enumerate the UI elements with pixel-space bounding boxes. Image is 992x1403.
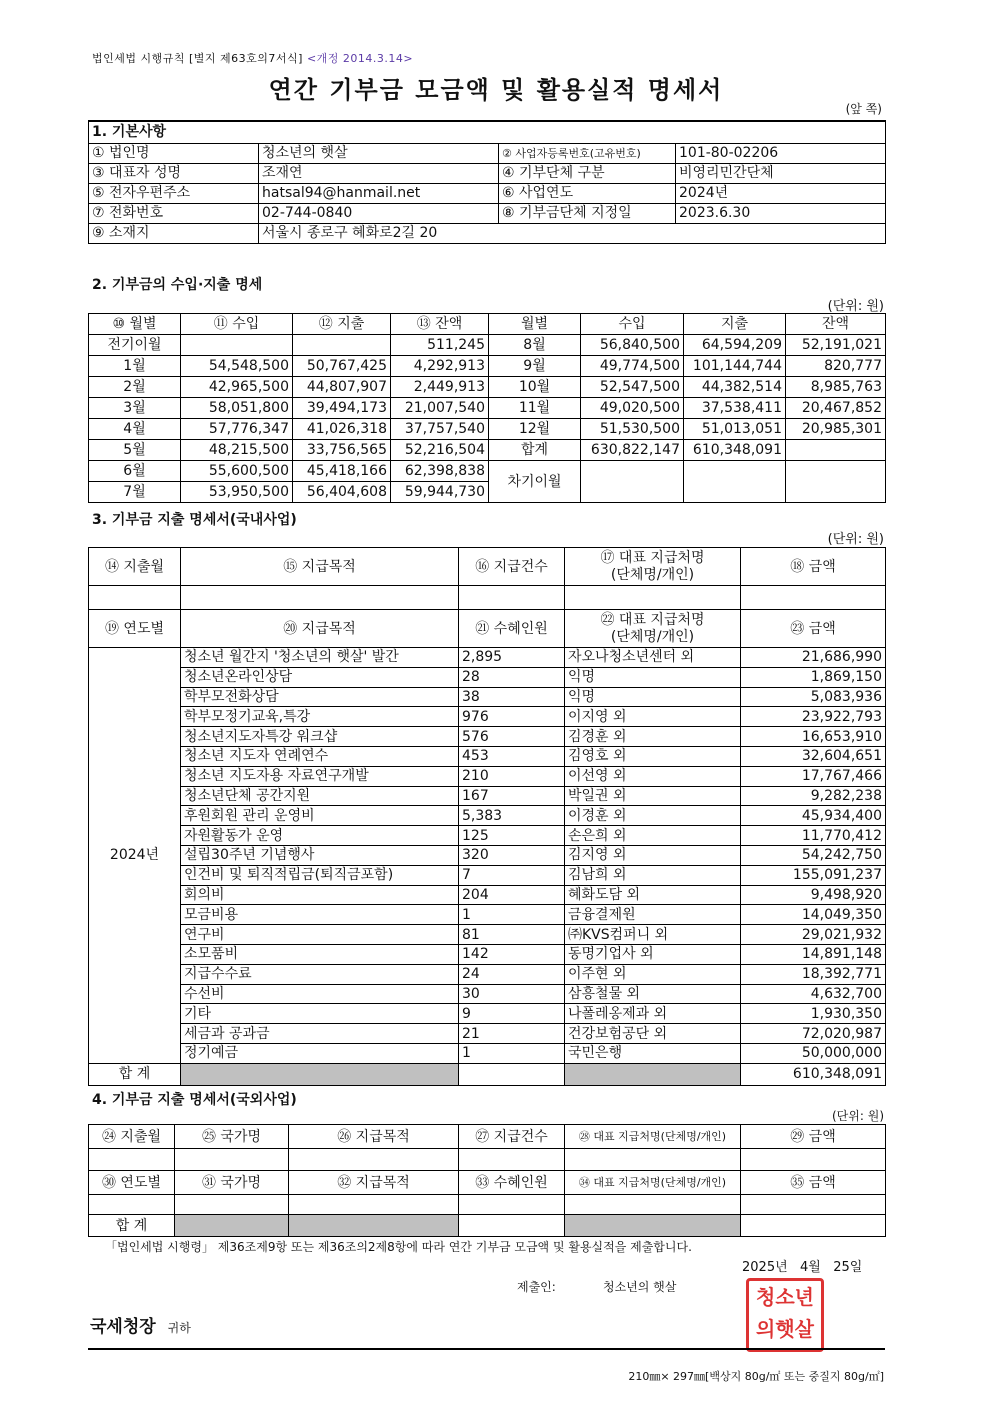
info-value: 02-744-0840: [259, 203, 499, 223]
amount-cell: 18,392,771: [741, 964, 886, 984]
amount-cell: 16,653,910: [741, 727, 886, 747]
organization-seal: [746, 1278, 824, 1352]
amount-cell: 50,000,000: [741, 1043, 886, 1063]
section-2-heading: 2. 기부금의 수입·지출 명세: [92, 277, 263, 293]
table-cell: 51,530,500: [581, 419, 684, 440]
domestic-row: [89, 826, 886, 846]
table-cell: 2,449,913: [391, 377, 489, 398]
submission-statement: 「법인세법 시행령」 제36조제9항 또는 제36조의2제8항에 따라 연간 기부금 모금액 및 활용실적을 제출합니다.: [105, 1240, 692, 1254]
info-value: 청소년의 햇살: [259, 143, 499, 163]
purpose-cell: 청소년 지도자용 자료연구개발: [181, 766, 459, 786]
purpose-cell: 학부모정기교육,특강: [181, 707, 459, 727]
domestic-row: [89, 746, 886, 766]
amount-cell: 155,091,237: [741, 865, 886, 885]
s4-h1-5: ㉙ 금액: [741, 1125, 886, 1149]
basic-info-row: [89, 163, 886, 183]
income-expense-table: [88, 313, 886, 503]
count-cell: 30: [459, 984, 565, 1004]
recipient-cell: 동명기업사 외: [565, 944, 741, 964]
column-header: ㉓ 금액: [741, 610, 886, 648]
table-cell: 11월: [489, 398, 581, 419]
column-header: ⑳ 지급목적: [181, 610, 459, 648]
domestic-row: [89, 707, 886, 727]
column-header: ⑭ 지출월: [89, 548, 181, 586]
s4-h2-0: ㉚ 연도별: [89, 1171, 175, 1195]
recipient-cell: 김경훈 외: [565, 727, 741, 747]
s4-h2-4: ㉞ 대표 지급처명(단체명/개인): [565, 1171, 741, 1195]
domestic-total-row: [89, 1063, 886, 1085]
address-value: 서울시 종로구 혜화로2길 20: [259, 223, 886, 243]
column-header: 월별: [489, 314, 581, 335]
domestic-row: [89, 984, 886, 1004]
addressee-name: 국세청장: [90, 1317, 156, 1337]
amount-cell: 9,282,238: [741, 786, 886, 806]
domestic-row: [89, 766, 886, 786]
table-cell: 51,013,051: [684, 419, 786, 440]
table-cell: 511,245: [391, 335, 489, 356]
count-cell: 81: [459, 925, 565, 945]
table-cell: 합계: [489, 440, 581, 461]
domestic-row: [89, 667, 886, 687]
s4-h1-0: ㉔ 지출월: [89, 1125, 175, 1149]
purpose-cell: 세금과 공과금: [181, 1024, 459, 1044]
info-value: 조재연: [259, 163, 499, 183]
table-cell: 20,467,852: [786, 398, 886, 419]
recipient-cell: 나폴레옹제과 외: [565, 1004, 741, 1024]
amount-cell: 9,498,920: [741, 885, 886, 905]
table-cell: 101,144,744: [684, 356, 786, 377]
table-cell: [786, 461, 886, 503]
count-cell: 125: [459, 826, 565, 846]
table-cell: 45,418,166: [293, 461, 391, 482]
total-label: 합 계: [89, 1063, 181, 1085]
count-cell: 21: [459, 1024, 565, 1044]
addressee: [90, 1312, 191, 1337]
count-cell: 38: [459, 687, 565, 707]
submission-date: 2025년 4월 25일: [742, 1260, 863, 1275]
header-line: ㉒ 대표 지급처명: [600, 611, 705, 628]
amount-cell: 29,021,932: [741, 925, 886, 945]
table-cell: [459, 1063, 565, 1085]
amount-cell: 1,869,150: [741, 667, 886, 687]
domestic-row: [89, 964, 886, 984]
purpose-cell: 회의비: [181, 885, 459, 905]
domestic-row: [89, 806, 886, 826]
table-cell: 52,191,021: [786, 335, 886, 356]
section-2-unit: (단위: 원): [827, 299, 884, 314]
form-reference: [92, 50, 413, 66]
table-cell: 4월: [89, 419, 181, 440]
purpose-cell: 소모품비: [181, 944, 459, 964]
s4-h1-2: ㉖ 지급목적: [289, 1125, 459, 1149]
domestic-row: [89, 687, 886, 707]
info-value: hatsal94@hanmail.net: [259, 183, 499, 203]
column-header: ⑲ 연도별: [89, 610, 181, 648]
s4-total-label: 합 계: [89, 1215, 175, 1237]
recipient-cell: 이주현 외: [565, 964, 741, 984]
table-cell: 55,600,500: [181, 461, 293, 482]
table-cell: 10월: [489, 377, 581, 398]
domestic-row: [89, 865, 886, 885]
info-label: ③ 대표자 성명: [89, 163, 259, 183]
count-cell: 320: [459, 845, 565, 865]
purpose-cell: 설립30주년 기념행사: [181, 845, 459, 865]
purpose-cell: 청소년온라인상담: [181, 667, 459, 687]
income-expense-row: [89, 461, 886, 482]
table-cell: 3월: [89, 398, 181, 419]
s4-h1-1: ㉕ 국가명: [175, 1125, 289, 1149]
purpose-cell: 수선비: [181, 984, 459, 1004]
table-cell: 8월: [489, 335, 581, 356]
document-title: 연간 기부금 모금액 및 활용실적 명세서: [268, 76, 724, 104]
count-cell: 2,895: [459, 648, 565, 668]
table-cell: 53,950,500: [181, 482, 293, 503]
table-cell: 6월: [89, 461, 181, 482]
count-cell: 28: [459, 667, 565, 687]
income-expense-row: [89, 335, 886, 356]
purpose-cell: 모금비용: [181, 905, 459, 925]
recipient-cell: 건강보험공단 외: [565, 1024, 741, 1044]
count-cell: 576: [459, 727, 565, 747]
amount-cell: 17,767,466: [741, 766, 886, 786]
table-cell: 62,398,838: [391, 461, 489, 482]
recipient-cell: 박일권 외: [565, 786, 741, 806]
recipient-cell: 김영호 외: [565, 746, 741, 766]
income-expense-row: [89, 398, 886, 419]
column-header: [565, 610, 741, 648]
domestic-header: [89, 548, 886, 586]
amount-cell: 45,934,400: [741, 806, 886, 826]
recipient-cell: 국민은행: [565, 1043, 741, 1063]
purpose-cell: 학부모전화상담: [181, 687, 459, 707]
amount-cell: 11,770,412: [741, 826, 886, 846]
table-cell: 4,292,913: [391, 356, 489, 377]
total-value: 610,348,091: [741, 1063, 886, 1085]
submitter-label: 제출인:: [517, 1280, 556, 1294]
header-line: (단체명/개인): [610, 566, 695, 583]
section-4-heading: 4. 기부금 지출 명세서(국외사업): [92, 1092, 297, 1108]
table-cell: 630,822,147: [581, 440, 684, 461]
income-expense-row: [89, 419, 886, 440]
table-cell: 21,007,540: [391, 398, 489, 419]
count-cell: 1: [459, 905, 565, 925]
count-cell: 7: [459, 865, 565, 885]
table-cell: 58,051,800: [181, 398, 293, 419]
table-cell: [581, 461, 684, 503]
count-cell: 5,383: [459, 806, 565, 826]
table-cell: 33,756,565: [293, 440, 391, 461]
recipient-cell: 김남희 외: [565, 865, 741, 885]
year-cell: 2024년: [89, 648, 181, 1064]
purpose-cell: 청소년단체 공간지원: [181, 786, 459, 806]
table-cell: [684, 461, 786, 503]
table-cell: 전기이월: [89, 335, 181, 356]
column-header: ⑪ 수입: [181, 314, 293, 335]
count-cell: 142: [459, 944, 565, 964]
column-header: ⑫ 지출: [293, 314, 391, 335]
recipient-cell: 이지영 외: [565, 707, 741, 727]
domestic-row: [89, 885, 886, 905]
column-header: [565, 548, 741, 586]
column-header: ⑯ 지급건수: [459, 548, 565, 586]
info-label: ① 법인명: [89, 143, 259, 163]
table-cell: 37,757,540: [391, 419, 489, 440]
section-3-unit: (단위: 원): [827, 532, 884, 547]
s4-h1-3: ㉗ 지급건수: [459, 1125, 565, 1149]
amount-cell: 54,242,750: [741, 845, 886, 865]
table-cell: 12월: [489, 419, 581, 440]
form-ref-text: 법인세법 시행규칙 [별지 제63호의7서식]: [92, 52, 303, 65]
info-label: ⑥ 사업연도: [499, 183, 676, 203]
table-cell: 52,216,504: [391, 440, 489, 461]
column-header: ㉑ 수혜인원: [459, 610, 565, 648]
domestic-row: [89, 944, 886, 964]
amount-cell: 4,632,700: [741, 984, 886, 1004]
recipient-cell: ㈜KVS컴퍼니 외: [565, 925, 741, 945]
section-1-heading: 1. 기본사항: [89, 121, 886, 143]
purpose-cell: 청소년지도자특강 워크샵: [181, 727, 459, 747]
basic-info-table: [88, 120, 886, 244]
recipient-cell: 이선영 외: [565, 766, 741, 786]
table-cell: [786, 440, 886, 461]
domestic-row: [89, 925, 886, 945]
count-cell: 167: [459, 786, 565, 806]
purpose-cell: 인건비 및 퇴직적립금(퇴직금포함): [181, 865, 459, 885]
column-header: 수입: [581, 314, 684, 335]
count-cell: 976: [459, 707, 565, 727]
amount-cell: 23,922,793: [741, 707, 886, 727]
info-label: ⑦ 전화번호: [89, 203, 259, 223]
basic-info-row: [89, 183, 886, 203]
table-cell: 59,944,730: [391, 482, 489, 503]
table-cell: 49,020,500: [581, 398, 684, 419]
column-header: ⑱ 금액: [741, 548, 886, 586]
overseas-expense-table: [88, 1124, 886, 1237]
domestic-row: [89, 1024, 886, 1044]
domestic-row: [89, 727, 886, 747]
table-cell: 8,985,763: [786, 377, 886, 398]
table-cell: [181, 335, 293, 356]
table-cell: [565, 586, 741, 610]
table-cell: 56,840,500: [581, 335, 684, 356]
table-cell: 42,965,500: [181, 377, 293, 398]
header-line: ⑰ 대표 지급처명: [600, 549, 705, 566]
table-cell: [89, 586, 181, 610]
income-expense-header: [89, 314, 886, 335]
table-cell: 52,547,500: [581, 377, 684, 398]
count-cell: 453: [459, 746, 565, 766]
recipient-cell: 이경훈 외: [565, 806, 741, 826]
count-cell: 24: [459, 964, 565, 984]
count-cell: 210: [459, 766, 565, 786]
recipient-cell: 김지영 외: [565, 845, 741, 865]
s4-h2-5: ㉟ 금액: [741, 1171, 886, 1195]
revision-text: <개정 2014.3.14>: [306, 52, 414, 65]
amount-cell: 72,020,987: [741, 1024, 886, 1044]
s4-h2-3: ㉝ 수혜인원: [459, 1171, 565, 1195]
table-cell: [181, 586, 459, 610]
table-cell: [293, 335, 391, 356]
info-label: ② 사업자등록번호(고유번호): [499, 143, 676, 163]
domestic-expense-table: [88, 547, 886, 1086]
info-value: 2023.6.30: [676, 203, 886, 223]
amount-cell: 21,686,990: [741, 648, 886, 668]
purpose-cell: 지급수수료: [181, 964, 459, 984]
table-cell: 820,777: [786, 356, 886, 377]
amount-cell: 5,083,936: [741, 687, 886, 707]
info-value: 비영리민간단체: [676, 163, 886, 183]
column-header: ⑬ 잔액: [391, 314, 489, 335]
amount-cell: 1,930,350: [741, 1004, 886, 1024]
column-header: ⑩ 월별: [89, 314, 181, 335]
addressee-suffix: 귀하: [167, 1321, 191, 1335]
table-cell: 44,382,514: [684, 377, 786, 398]
table-cell: 48,215,500: [181, 440, 293, 461]
address-label: ⑨ 소재지: [89, 223, 259, 243]
column-header: ⑮ 지급목적: [181, 548, 459, 586]
table-cell: [565, 1063, 741, 1085]
table-cell: 7월: [89, 482, 181, 503]
domestic-row: [89, 905, 886, 925]
column-header: 지출: [684, 314, 786, 335]
table-cell: 44,807,907: [293, 377, 391, 398]
table-cell: [741, 586, 886, 610]
info-label: ④ 기부단체 구분: [499, 163, 676, 183]
table-cell: 49,774,500: [581, 356, 684, 377]
recipient-cell: 삼흥철물 외: [565, 984, 741, 1004]
section-4-unit: (단위: 원): [832, 1109, 884, 1123]
table-cell: 37,538,411: [684, 398, 786, 419]
table-cell: 1월: [89, 356, 181, 377]
amount-cell: 32,604,651: [741, 746, 886, 766]
table-cell: 2월: [89, 377, 181, 398]
table-cell: [459, 586, 565, 610]
column-header: 잔액: [786, 314, 886, 335]
amount-cell: 14,049,350: [741, 905, 886, 925]
income-expense-row: [89, 356, 886, 377]
carry-next-label: 차기이월: [489, 461, 581, 503]
recipient-cell: 금융결제원: [565, 905, 741, 925]
seal-text: 청소년의햇살: [756, 1285, 814, 1341]
domestic-row: [89, 1043, 886, 1063]
footer-divider: [88, 1348, 885, 1350]
purpose-cell: 연구비: [181, 925, 459, 945]
table-cell: 50,767,425: [293, 356, 391, 377]
section-3-heading: 3. 기부금 지출 명세서(국내사업): [92, 512, 297, 528]
amount-cell: 14,891,148: [741, 944, 886, 964]
domestic-row: [89, 845, 886, 865]
basic-info-row: [89, 143, 886, 163]
table-cell: 54,548,500: [181, 356, 293, 377]
purpose-cell: 정기예금: [181, 1043, 459, 1063]
info-label: ⑤ 전자우편주소: [89, 183, 259, 203]
basic-info-row: [89, 203, 886, 223]
count-cell: 9: [459, 1004, 565, 1024]
purpose-cell: 후원회원 관리 운영비: [181, 806, 459, 826]
table-cell: 9월: [489, 356, 581, 377]
info-value: 101-80-02206: [676, 143, 886, 163]
submitter-name: 청소년의 햇살: [603, 1280, 677, 1294]
purpose-cell: 기타: [181, 1004, 459, 1024]
income-expense-row: [89, 377, 886, 398]
info-value: 2024년: [676, 183, 886, 203]
domestic-row: [89, 1004, 886, 1024]
table-cell: 41,026,318: [293, 419, 391, 440]
table-cell: 56,404,608: [293, 482, 391, 503]
purpose-cell: 자원활동가 운영: [181, 826, 459, 846]
purpose-cell: 청소년 월간지 '청소년의 햇살' 발간: [181, 648, 459, 668]
recipient-cell: 익명: [565, 667, 741, 687]
count-cell: 204: [459, 885, 565, 905]
recipient-cell: 익명: [565, 687, 741, 707]
table-cell: 610,348,091: [684, 440, 786, 461]
income-expense-row: [89, 440, 886, 461]
domestic-header: [89, 610, 886, 648]
recipient-cell: 손은희 외: [565, 826, 741, 846]
info-label: ⑧ 기부금단체 지정일: [499, 203, 676, 223]
table-cell: 20,985,301: [786, 419, 886, 440]
table-cell: 39,494,173: [293, 398, 391, 419]
recipient-cell: 자오나청소년센터 외: [565, 648, 741, 668]
s4-h1-4: ㉘ 대표 지급처명(단체명/개인): [565, 1125, 741, 1149]
recipient-cell: 혜화도담 외: [565, 885, 741, 905]
s4-h2-1: ㉛ 국가명: [175, 1171, 289, 1195]
table-cell: [181, 1063, 459, 1085]
empty-row: [89, 586, 886, 610]
count-cell: 1: [459, 1043, 565, 1063]
s4-h2-2: ㉜ 지급목적: [289, 1171, 459, 1195]
page-side-label: (앞 쪽): [845, 102, 882, 116]
table-cell: 5월: [89, 440, 181, 461]
table-cell: 64,594,209: [684, 335, 786, 356]
domestic-row: [89, 786, 886, 806]
header-line: (단체명/개인): [610, 628, 695, 645]
domestic-row: [89, 648, 886, 668]
paper-spec: 210㎜× 297㎜[백상지 80g/㎡ 또는 중질지 80g/㎡]: [628, 1370, 884, 1383]
purpose-cell: 청소년 지도자 연례연수: [181, 746, 459, 766]
table-cell: 57,776,347: [181, 419, 293, 440]
